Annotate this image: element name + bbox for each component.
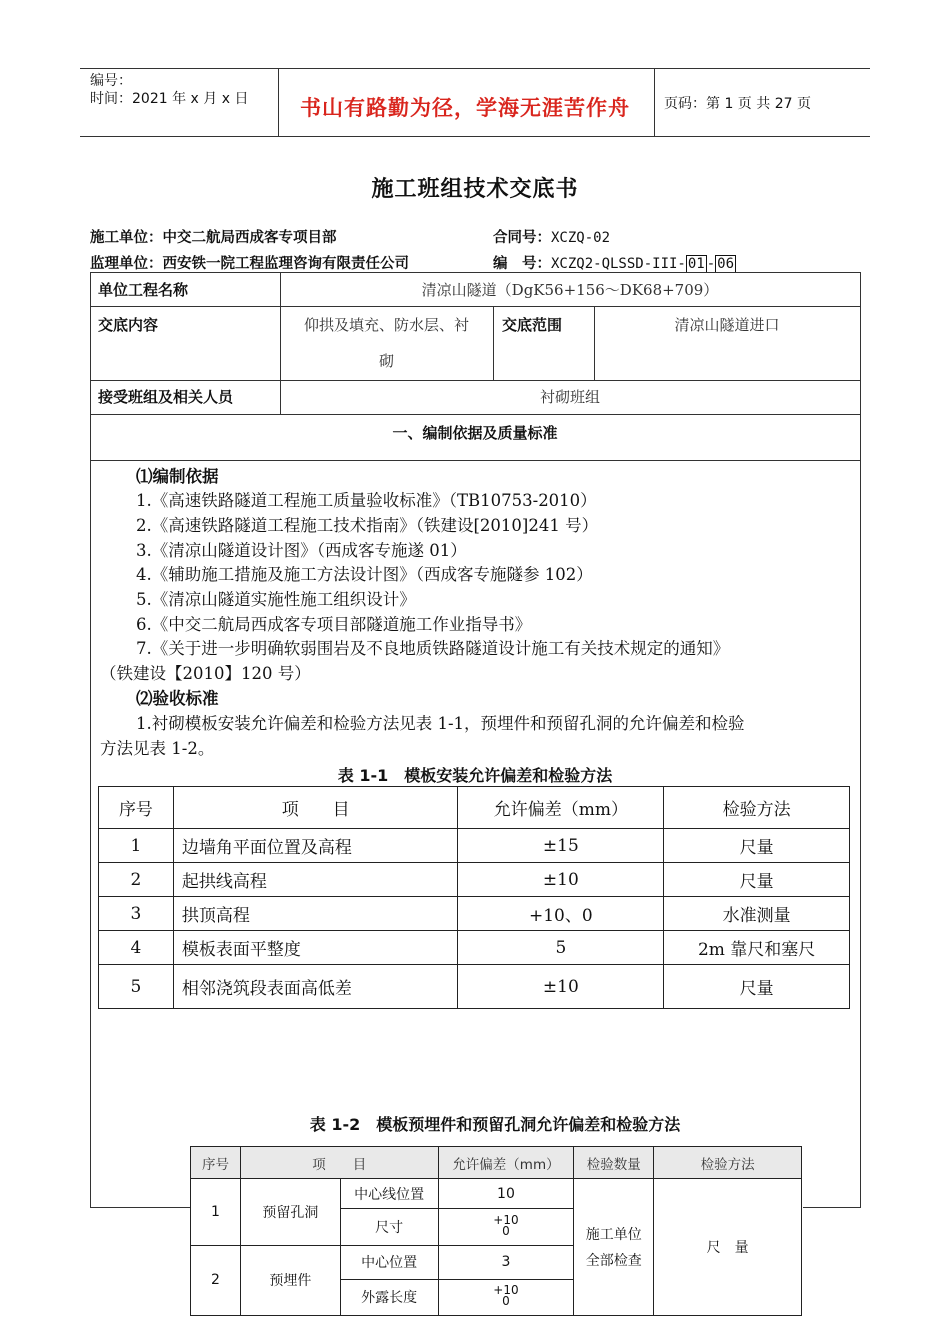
contract-label: 合同号： — [493, 229, 551, 246]
table2-header-row — [191, 1147, 802, 1179]
row-method: 尺量 — [664, 965, 850, 1009]
row-no: 2 — [191, 1245, 241, 1315]
doc-number-label: 编号： — [90, 73, 132, 89]
table1-header-row — [99, 787, 850, 829]
form-row-sep-4 — [90, 460, 860, 461]
table1 — [98, 786, 850, 1009]
form-bottom-border-left — [90, 1207, 190, 1208]
form-bottom-border-right — [803, 1207, 860, 1208]
standard-line-2: 方法见表 1-2。 — [100, 739, 215, 758]
basis-heading: ⑴编制依据 — [136, 467, 219, 486]
form-row-sep-2 — [90, 380, 860, 381]
section1-title: 一、编制依据及质量标准 — [392, 424, 558, 442]
contract-line — [493, 226, 610, 247]
table2 — [190, 1146, 802, 1316]
table-row — [99, 931, 850, 965]
row-no: 3 — [99, 897, 174, 931]
row-sub-item: 中心位置 — [340, 1245, 438, 1279]
table1-header-item: 项 目 — [173, 787, 458, 829]
header-bottom-rule — [80, 136, 870, 137]
table2-scanned-image — [190, 1146, 802, 1316]
form-right-border — [860, 272, 861, 1208]
code-line — [493, 252, 736, 273]
table1-header-method: 检验方法 — [664, 787, 850, 829]
header-top-rule — [80, 68, 870, 69]
code-prefix: XCZQ2-QLSSD-III- — [551, 256, 686, 272]
row-tolerance: ±10 — [458, 863, 664, 897]
table1-header-tolerance: 允许偏差（mm） — [458, 787, 664, 829]
basis-item-6: 6.《中交二航局西成客专项目部隧道施工作业指导书》 — [136, 615, 532, 634]
team-value: 衬砌班组 — [539, 388, 600, 406]
row-method: 尺量 — [664, 829, 850, 863]
table-row — [99, 829, 850, 863]
table2-header-tolerance: 允许偏差（mm） — [438, 1147, 574, 1179]
table-row — [99, 897, 850, 931]
construction-unit-label: 施工单位： — [90, 229, 163, 246]
row-tolerance: ±15 — [458, 829, 664, 863]
supervision-unit-line — [90, 252, 409, 273]
basis-item-7: 7.《关于进一步明确软弱围岩及不良地质铁路隧道设计施工有关技术规定的通知》 — [136, 639, 730, 658]
table-row — [191, 1179, 802, 1209]
content-value-line2: 砌 — [378, 352, 394, 370]
table1-header-no: 序号 — [99, 787, 174, 829]
tolerance-lower: 0 — [502, 1294, 510, 1309]
table-row — [99, 965, 850, 1009]
contract-number: XCZQ-02 — [551, 230, 611, 246]
table2-header-method: 检验方法 — [654, 1147, 802, 1179]
row-tolerance: 10 — [438, 1179, 574, 1209]
doc-date: 时间：2021 年 x 月 x 日 — [90, 91, 249, 107]
check-method: 尺 量 — [654, 1179, 802, 1316]
table2-header-no: 序号 — [191, 1147, 241, 1179]
row-group: 预埋件 — [240, 1245, 340, 1315]
unit-project-label: 单位工程名称 — [98, 281, 189, 299]
row-tolerance — [438, 1279, 574, 1315]
basis-item-4: 4.《辅助施工措施及施工方法设计图》（西成客专施隧参 102） — [136, 565, 593, 584]
row-method: 尺量 — [664, 863, 850, 897]
table1-caption: 表 1-1 模板安装允许偏差和检验方法 — [337, 766, 613, 785]
row-tolerance — [438, 1209, 574, 1245]
check-quantity-line1: 施工单位 — [585, 1227, 642, 1244]
row-tolerance: 5 — [458, 931, 664, 965]
supervision-unit-value: 西安铁一院工程监理咨询有限责任公司 — [162, 255, 409, 272]
row-no: 1 — [99, 829, 174, 863]
construction-unit-line — [90, 226, 337, 247]
check-quantity-line2: 全部检查 — [585, 1253, 642, 1270]
row-method: 2m 靠尺和塞尺 — [664, 931, 850, 965]
document-title: 施工班组技术交底书 — [371, 176, 579, 202]
row-sub-item: 中心线位置 — [340, 1179, 438, 1209]
form-top-border — [90, 272, 860, 273]
tolerance-lower: 0 — [502, 1223, 510, 1238]
row-tolerance: +10、0 — [458, 897, 664, 931]
row-item: 模板表面平整度 — [173, 931, 458, 965]
row-item: 边墙角平面位置及高程 — [173, 829, 458, 863]
table2-header-count: 检验数量 — [574, 1147, 654, 1179]
code-dash: - — [706, 256, 716, 272]
basis-item-7-cont: （铁建设【2010】120 号） — [100, 664, 311, 683]
basis-item-5: 5.《清凉山隧道实施性施工组织设计》 — [136, 590, 416, 609]
form-col-sep-2 — [493, 306, 494, 380]
check-quantity — [574, 1179, 654, 1316]
table2-caption: 表 1-2 模板预埋件和预留孔洞允许偏差和检验方法 — [309, 1115, 681, 1134]
form-row-sep-1 — [90, 306, 860, 307]
header-divider-left — [278, 68, 279, 136]
header-divider-right — [654, 68, 655, 136]
row-no: 5 — [99, 965, 174, 1009]
team-label: 接受班组及相关人员 — [98, 388, 234, 406]
row-no: 2 — [99, 863, 174, 897]
row-tolerance: 3 — [438, 1245, 574, 1279]
form-left-border — [90, 272, 91, 1208]
row-item: 起拱线高程 — [173, 863, 458, 897]
construction-unit-value: 中交二航局西成客专项目部 — [162, 229, 337, 246]
row-no: 4 — [99, 931, 174, 965]
code-label: 编 号： — [493, 255, 551, 272]
standard-heading: ⑵验收标准 — [136, 689, 219, 708]
table-row — [99, 863, 850, 897]
standard-line-1: 1.衬砌模板安装允许偏差和检验方法见表 1-1，预埋件和预留孔洞的允许偏差和检验 — [136, 714, 745, 733]
content-value-line1: 仰拱及填充、防水层、衬 — [303, 316, 469, 334]
range-label: 交底范围 — [502, 316, 563, 334]
row-method: 水准测量 — [664, 897, 850, 931]
unit-project-value: 清凉山隧道（DgK56+156～DK68+709） — [421, 281, 719, 299]
content-label: 交底内容 — [98, 316, 159, 334]
tolerance-upper: +10 — [493, 1283, 519, 1298]
tolerance-upper: +10 — [493, 1212, 519, 1227]
code-box-2: 06 — [717, 256, 735, 272]
row-item: 拱顶高程 — [173, 897, 458, 931]
row-item: 相邻浇筑段表面高低差 — [173, 965, 458, 1009]
supervision-unit-label: 监理单位： — [90, 255, 163, 272]
row-no: 1 — [191, 1179, 241, 1245]
range-value: 清凉山隧道进口 — [674, 316, 780, 334]
basis-item-2: 2.《高速铁路隧道工程施工技术指南》（铁建设[2010]241 号） — [136, 516, 599, 535]
basis-item-1: 1.《高速铁路隧道工程施工质量验收标准》（TB10753-2010） — [136, 491, 597, 510]
row-group: 预留孔洞 — [240, 1179, 340, 1245]
code-box-1: 01 — [687, 256, 705, 272]
header-motto: 书山有路勤为径，学海无涯苦作舟 — [300, 96, 630, 120]
row-sub-item: 尺寸 — [340, 1209, 438, 1245]
basis-item-3: 3.《清凉山隧道设计图》（西成客专施遂 01） — [136, 541, 467, 560]
form-row-sep-3 — [90, 414, 860, 415]
table2-header-item: 项 目 — [240, 1147, 438, 1179]
row-sub-item: 外露长度 — [340, 1279, 438, 1315]
row-tolerance: ±10 — [458, 965, 664, 1009]
page-info: 页码：第 1 页 共 27 页 — [664, 96, 811, 112]
